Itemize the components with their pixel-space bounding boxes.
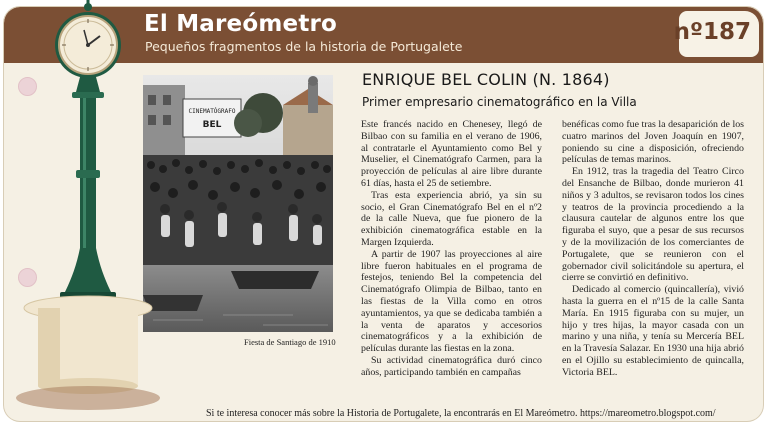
article-subtitle: Primer empresario cinematográfico en la Villa [362,95,637,109]
paragraph: Dedicado al comercio (quincallería), vivió hasta la guerra en el nº15 de la calle Santa María. En 1915 figuraba con su mujer, un hijo y tres hijas, la mayor casada con un marino y una niña, y tenía su Mercería BEL en la Travesía Salazar. En 1930 una hija abrió en el Ojillo su establecimiento de quincalla, Victoria BEL. [562,284,744,378]
photo-illustration [143,75,333,332]
paragraph: Tras esta experiencia abrió, ya sin su socio, el Gran Cinematógrafo Bel en el nº2 de la calle Nueva, que fue pionero de la exhibición cinematográfica estable en la Margen Izquierda. [361,189,542,248]
issue-badge [673,11,759,57]
article-column-2 [562,119,744,379]
article-column-1 [361,119,542,379]
photo-caption: Fiesta de Santiago de 1910 [244,337,336,347]
brand-title: El Mareómetro [144,11,338,37]
paragraph: A partir de 1907 las proyecciones al aire libre fueron habituales en el programa de festejos, teniendo Bel la competencia del Cinematógrafo Olimpia de Bilbao, tanto en las fiestas de la Villa como en otros ayuntamientos, ya que se dedicaba también a la venta de aparatos y accesorios cinematográficos y a la exhibición de películas durante las fiestas en la zona. [361,248,542,355]
clock-icon [55,12,121,78]
paragraph: benéficas como fue tras la desaparición de los cuatro marinos del Joven Joaquín en 1907, poniendo su cine a disposición, ofreciendo películas de temas marinos. [562,119,744,166]
cinema-sign-line2: BEL [202,120,222,130]
paragraph: Este francés nacido en Chenesey, llegó de Bilbao con su familia en el verano de 1906, al contratarle el Ayuntamiento como Bel y Muselier, el Cinematógrafo Carmen, para la proyección de películas al aire libre durante 61 días, hasta el 25 de setiembre. [361,119,542,189]
paragraph: En 1912, tras la tragedia del Teatro Circo del Ensanche de Bilbao, donde murieron 41 niños y 3 adultos, se revisaron todos los cines y teatros de la provincia procediendo a la clausura cautelar de algunos entre los que figuraba el suyo, que a pesar de sus recursos y de la movilización de los comerciantes de Portugalete, que se reunieron con el gobernador civil solicitándole su apertura, el cierre se convirtió en definitivo. [562,166,744,284]
footer-note: Si te interesa conocer más sobre la Historia de Portugalete, la encontrarás en El Mareómetro. https://mareometro.blogspot.com/ [206,408,716,419]
brand-subtitle: Pequeños fragmentos de la historia de Portugalete [145,39,463,54]
cinema-sign-line1: CINEMATÓGRAFO [188,108,236,115]
issue-number: nº187 [673,19,751,45]
paragraph: Su actividad cinematográfica duró cinco años, participando también en campañas [361,354,542,378]
lamp-post-icon [14,0,164,418]
historic-photo [143,75,333,332]
article-title: ENRIQUE BEL COLIN (N. 1864) [362,70,610,89]
